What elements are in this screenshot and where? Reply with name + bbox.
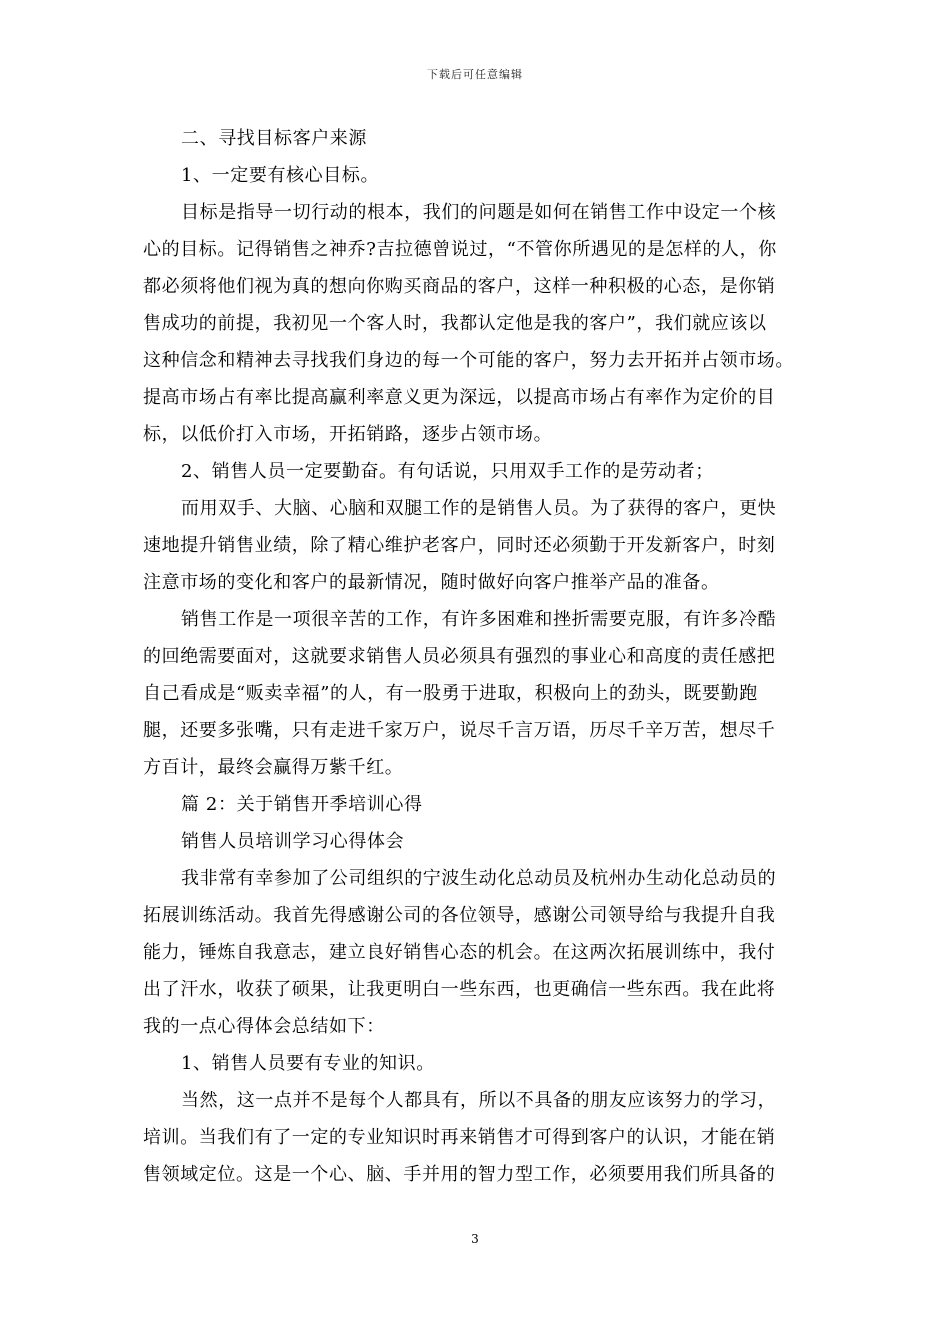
text-line: 腿，还要多张嘴，只有走进千家万户，说尽千言万语，历尽千辛万苦，想尽千: [143, 720, 776, 741]
document-body: [143, 120, 823, 1193]
text-line: 篇 2：关于销售开季培训心得: [181, 794, 423, 815]
text-line: 这种信念和精神去寻找我们身边的每一个可能的客户，努力去开拓并占领市场。: [143, 350, 794, 371]
text-line: 提高市场占有率比提高赢利率意义更为深远，以提高市场占有率作为定价的目: [143, 387, 776, 408]
text-line: 标，以低价打入市场，开拓销路，逐步占领市场。: [143, 424, 553, 445]
text-line: 1、销售人员要有专业的知识。: [181, 1053, 435, 1074]
text-line: 注意市场的变化和客户的最新情况，随时做好向客户推举产品的准备。: [143, 572, 720, 593]
text-line: 销售工作是一项很辛苦的工作，有许多困难和挫折需要克服，有许多冷酷: [181, 609, 777, 630]
text-line: 心的目标。记得销售之神乔?吉拉德曾说过，“不管你所遇见的是怎样的人，你: [143, 239, 777, 260]
text-line: 我的一点心得体会总结如下：: [143, 1016, 385, 1037]
text-line: 培训。当我们有了一定的专业知识时再来销售才可得到客户的认识，才能在销: [143, 1127, 776, 1148]
text-line: 的回绝需要面对，这就要求销售人员必须具有强烈的事业心和高度的责任感把: [143, 646, 776, 667]
text-line: 速地提升销售业绩，除了精心维护老客户，同时还必须勤于开发新客户，时刻: [143, 535, 776, 556]
page-number: 3: [471, 1232, 479, 1246]
text-line: 2、销售人员一定要勤奋。有句话说，只用双手工作的是劳动者；: [181, 461, 714, 482]
text-line: 售领域定位。这是一个心、脑、手并用的智力型工作，必须要用我们所具备的: [143, 1164, 776, 1185]
text-line: 都必须将他们视为真的想向你购买商品的客户，这样一种积极的心态，是你销: [143, 276, 776, 297]
text-line: 出了汗水，收获了硕果，让我更明白一些东西，也更确信一些东西。我在此将: [143, 979, 776, 1000]
text-line: 自己看成是“贩卖幸福”的人，有一股勇于进取，积极向上的劲头，既要勤跑: [143, 683, 758, 704]
text-line: 1、一定要有核心目标。: [181, 165, 380, 186]
text-line: 当然，这一点并不是每个人都具有，所以不具备的朋友应该努力的学习，: [181, 1090, 777, 1111]
page-header: 下载后可任意编辑: [427, 68, 523, 81]
text-line: 目标是指导一切行动的根本，我们的问题是如何在销售工作中设定一个核: [181, 202, 777, 223]
text-line: 销售人员培训学习心得体会: [181, 831, 405, 852]
text-line: 方百计，最终会赢得万紫千红。: [143, 757, 404, 778]
text-line: 我非常有幸参加了公司组织的宁波生动化总动员及杭州办生动化总动员的: [181, 868, 777, 889]
text-line: 售成功的前提，我初见一个客人时，我都认定他是我的客户”，我们就应该以: [143, 313, 767, 334]
text-line: 拓展训练活动。我首先得感谢公司的各位领导，感谢公司领导给与我提升自我: [143, 905, 776, 926]
text-line: 二、寻找目标客户来源: [181, 128, 367, 149]
text-line: 能力，锤炼自我意志，建立良好销售心态的机会。在这两次拓展训练中，我付: [143, 942, 776, 963]
text-line: 而用双手、大脑、心脑和双腿工作的是销售人员。为了获得的客户，更快: [181, 498, 777, 519]
